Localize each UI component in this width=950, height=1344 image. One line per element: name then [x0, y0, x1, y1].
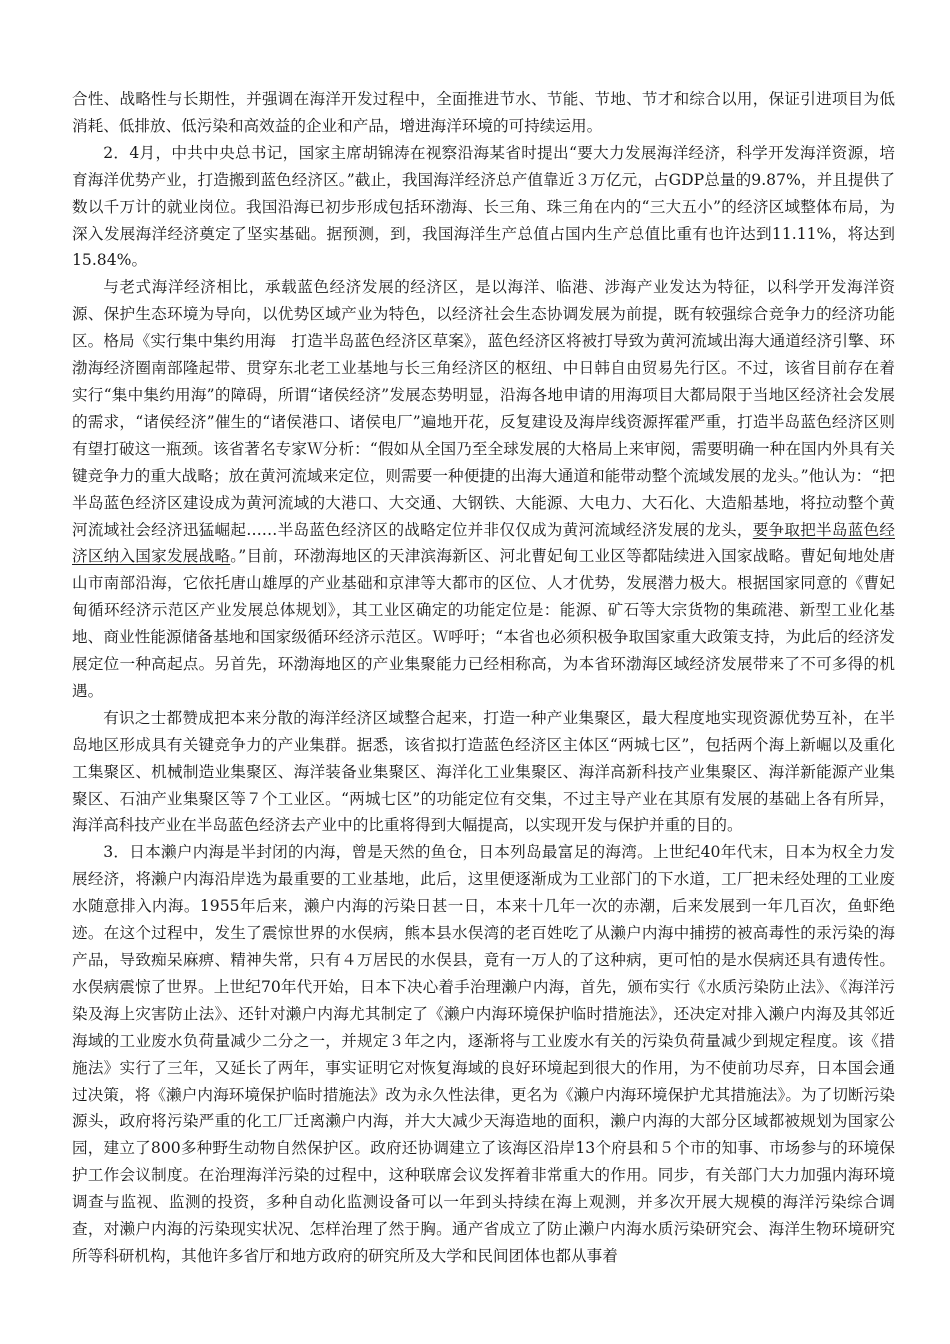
paragraph-industry-cluster: 有识之士都赞成把本来分散的海洋经济区域整合起来，打造一种产业集聚区，最大程度地实现资源优势互补，在半岛地区形成具有关键竞争力的产业集群。据悉，该省拟打造蓝色经济区主体区“两城七区”，包括两个海上新崛以及重化工集聚区、机械制造业集聚区、海洋装备业集聚区、海洋化工业集聚区、海洋高新科技产业集聚区、海洋新能源产业集聚区、石油产业集聚区等７个工业区。“两城七区”的功能定位有交集，不过主导产业在其原有发展的基础上各有所异，海洋高科技产业在半岛蓝色经济去产业中的比重将得到大幅提高，以实现开发与保护并重的目的。 — [72, 708, 895, 835]
paragraph-item-2: 2．4月，中共中央总书记，国家主席胡锦涛在视察沿海某省时提出“要大力发展海洋经济，科学开发海洋资源，培育海洋优势产业，打造搬到蓝色经济区。”截止，我国海洋经济总产值靠近３万亿元，占GDP总量的9.87%，并且提供了数以千万计的就业岗位。我国沿海已初步形成包括环渤海、长三角、珠三角在内的“三大五小”的经济区域整体布局，为深入发展海洋经济奠定了坚实基础。据预测，到，我国海洋生产总值占国内生产总值比重有也许达到11.11%，将达到15.84%。 — [72, 143, 895, 270]
paragraph-text: 。”目前，环渤海地区的天津滨海新区、河北曹妃甸工业区等都陆续进入国家战略。曹妃甸地处唐山市南部沿海，它依托唐山雄厚的产业基础和京津等大都市的区位、人才优势，发展潜力极大。根据国家同意的《曹妃甸循环经济示范区产业发展总体规划》，其工业区确定的功能定位是：能源、矿石等大宗货物的集疏港、新型工业化基地、商业性能源储备基地和国家级循环经济示范区。Ｗ呼吁；“本省也必须积极争取国家重大政策支持，为此后的经济发展定位一种高起点。另首先，环渤海地区的产业集聚能力已经相称高，为本省环渤海区域经济发展带来了不可多得的机遇。 — [72, 547, 895, 700]
underlined-text: 要争取把半岛蓝色经济区纳入国家发展战略 — [72, 520, 895, 566]
paragraph-text: 与老式海洋经济相比，承载蓝色经济发展的经济区，是以海洋、临港、涉海产业发达为特征，以科学开发海洋资源、保护生态环境为导向，以优势区域产业为特色，以经济社会生态协调发展为前提，既有较强综合竞争力的经济功能区。格局《实行集中集约用海 打造半岛蓝色经济区草案》，蓝色经济区将被打导致为黄河流域出海大通道经济引擎、环渤海经济圈南部隆起带、贯穿东北老工业基地与长三角经济区的枢纽、中日韩自由贸易先行区。不过，该省目前存在着实行“集中集约用海”的障碍，所谓“诸侯经济”发展态势明显，沿海各地申请的用海项目大都局限于当地区经济社会发展的需求，“诸侯经济”催生的“诸侯港口、诸侯电厂”遍地开花，反复建设及海岸线资源挥霍严重，打造半岛蓝色经济区则有望打破这一瓶颈。该省著名专家Ｗ分析：“假如从全国乃至全球发展的大格局上来审阅，需要明确一种在国内外具有关键竞争力的重大战略；放在黄河流域来定位，则需要一种便捷的出海大通道和能带动整个流域发展的龙头。”他认为：“把半岛蓝色经济区建设成为黄河流域的大港口、大交通、大钢铁、大能源、大电力、大石化、大造船基地，将拉动整个黄河流域社会经济迅猛崛起……半岛蓝色经济区的战略定位并非仅仅成为黄河流域经济发展的龙头， — [72, 278, 895, 539]
paragraph-item-3: 3．日本濑户内海是半封闭的内海，曾是天然的鱼仓，日本列岛最富足的海湾。上世纪40年代末，日本为权全力发展经济，将濑户内海沿岸选为最重要的工业基地，此后，这里便逐渐成为工业部门的下水道，工厂把未经处理的工业废水随意排入内海。1955年后来，濑户内海的污染日甚一日，本来十几年一次的赤潮，后来发展到一年几百次，鱼虾绝迹。在这个过程中，发生了震惊世界的水俣病，熊本县水俣湾的老百姓吃了从濑户内海中捕捞的被高毒性的汞污染的海产品，导致痴呆麻痹、精神失常，只有４万居民的水俣县，竟有一万人的了这种病，更可怕的是水俣病还具有遗传性。水俣病震惊了世界。上世纪70年代开始，日本下决心着手治理濑户内海，首先，颁布实行《水质污染防止法》、《海洋污染及海上灾害防止法》、还针对濑户内海尤其制定了《濑户内海环境保护临时措施法》，还决定对排入濑户内海及其邻近海域的工业废水负荷量减少二分之一，并规定３年之内，逐渐将与工业废水有关的污染负荷量减少到规定程度。该《措施法》实行了三年，又延长了两年，事实证明它对恢复海域的良好环境起到很大的作用，为不使前功尽弃，日本国会通过决策，将《濑户内海环境保护临时措施法》改为永久性法律，更名为《濑户内海环境保护尤其措施法》。为了切断污染源头，政府将污染严重的化工厂迁离濑户内海，并大大减少天海造地的面积，濑户内海的大部分区域都被规划为国家公园，建立了800多种野生动物自然保护区。政府还协调建立了该海区沿岸13个府县和５个市的知事、市场参与的环境保护工作会议制度。在治理海洋污染的过程中，这种联席会议发挥着非常重大的作用。同步，有关部门大力加强内海环境调查与监视、监测的投资，多种自动化监测设备可以一年到头持续在海上观测，并多次开展大规模的海洋污染综合调查，对濑户内海的污染现实状况、怎样治理了然于胸。通产省成立了防止濑户内海水质污染研究会、海洋生物环境研究所等科研机构，其他许多省厅和地方政府的研究所及大学和民间团体也都从事着 — [72, 843, 895, 1265]
paragraph-continued: 合性、战略性与长期性，并强调在海洋开发过程中，全面推进节水、节能、节地、节才和综合以用，保证引进项目为低消耗、低排放、低污染和高效益的企业和产品，增进海洋环境的可持续运用。 — [72, 90, 895, 135]
document-page — [72, 86, 895, 1270]
paragraph-blue-economy — [72, 274, 895, 705]
